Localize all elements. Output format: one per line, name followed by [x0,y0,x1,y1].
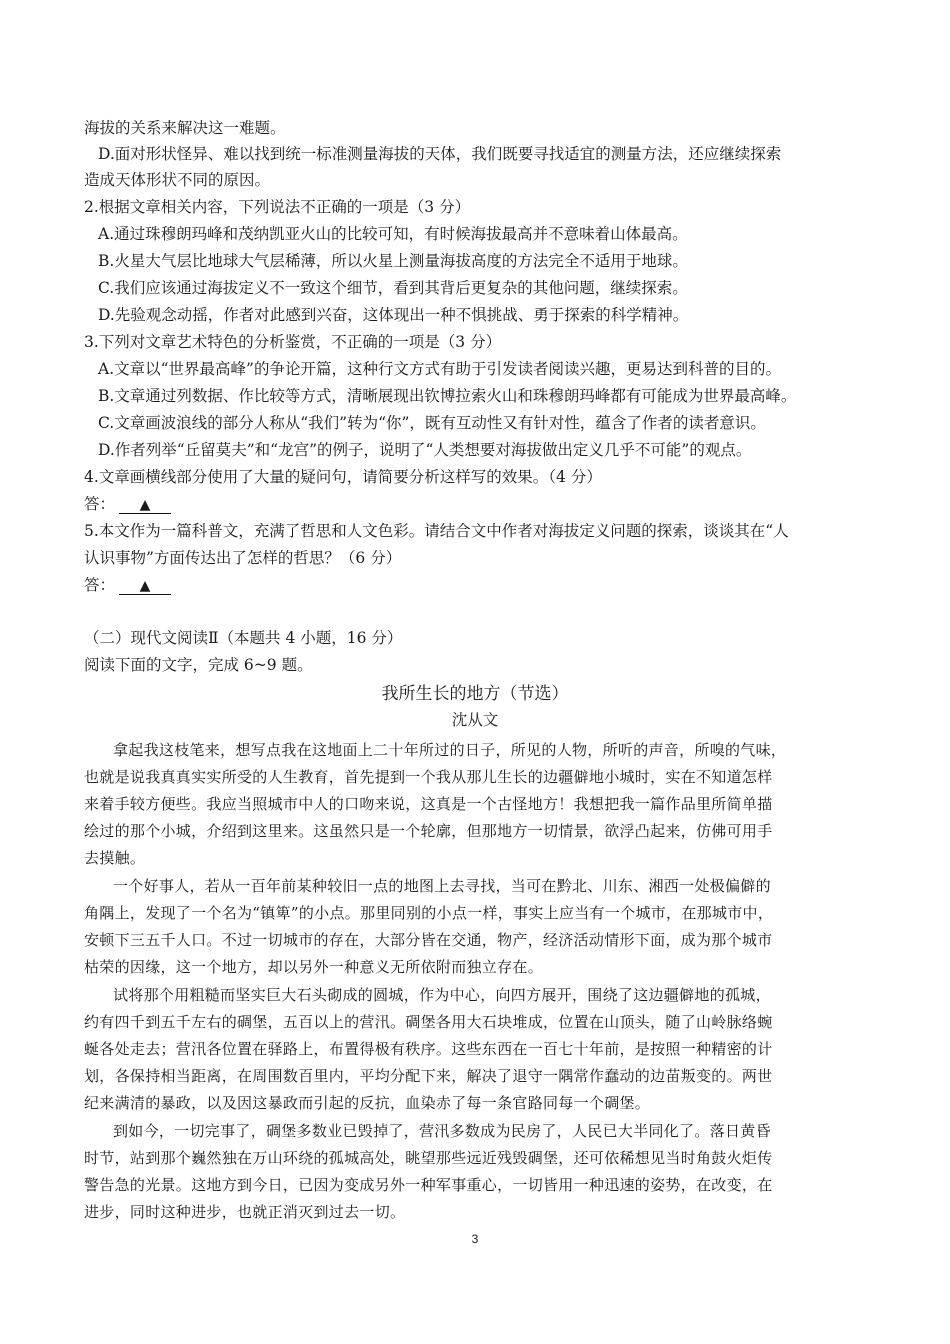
passage-line: 试将那个用粗糙而坚实巨大石头砌成的圆城，作为中心，向四方展开，围绕了这边疆僻地的孤城， [113,986,771,1004]
passage-author: 沈从文 [451,711,499,729]
passage-line: 安顿下三五千人口。不过一切城市的存在，大部分皆在交通，物产，经济活动情形下面，成为那个城市 [84,931,773,949]
triangle-icon: ▲ [139,578,151,594]
passage-line: 也就是说我真真实实所受的人生教育，首先提到一个我从那儿生长的边疆僻地小城时，实在不知道怎样 [84,768,773,786]
q5-answer-blank[interactable] [119,577,171,595]
q4-answer-blank[interactable] [119,496,171,514]
q5-answer [84,575,171,595]
passage-line: 一个好事人，若从一百年前某种较旧一点的地图上去寻找，当可在黔北、川东、湘西一处极偏僻的 [113,877,771,895]
q3-option-b: B.文章通过列数据、作比较等方式，清晰展现出钦博拉索火山和珠穆朗玛峰都有可能成为世界最高峰。 [98,387,797,405]
passage-line: 来着手较方便些。我应当照城市中人的口吻来说，这真是一个古怪地方！我想把我一篇作品里所简单描 [84,795,773,813]
passage-line: 拿起我这枝笔来，想写点我在这地面上二十年所过的日子，所见的人物，所听的声音，所嗅的气味， [113,741,787,759]
passage-line: 纪来满清的暴政，以及因这暴政而引起的反抗，血染赤了每一条官路同每一个碉堡。 [84,1094,651,1112]
q3-stem: 3.下列对文章艺术特色的分析鉴赏，不正确的一项是（3 分） [84,333,502,351]
q5-stem-line2: 认识事物”方面传达出了怎样的哲思？（6 分） [84,549,402,567]
passage-line: 蜒各处走去；营汛各位置在驿路上，布置得极有秩序。这些东西在一百七十年前，是按照一种精密的计 [84,1040,773,1058]
q4-answer-label: 答： [84,495,116,513]
passage-line: 绘过的那个小城，介绍到这里来。这虽然只是一个轮廓，但那地方一切情景，欲浮凸起来，仿佛可用手 [84,822,773,840]
q1-option-d-line1: D.面对形状怪异、难以找到统一标准测量海拔的天体，我们既要寻找适宜的测量方法，还应继续探索 [98,145,782,163]
passage-line: 约有四千到五千左右的碉堡，五百以上的营汛。碉堡各用大石块堆成，位置在山顶头，随了山岭脉络蜿 [84,1013,773,1031]
passage-line: 角隅上，发现了一个名为“镇箄”的小点。那里同别的小点一样，事实上应当有一个城市，在那城市中， [84,904,774,922]
q1-option-d-line2: 造成天体形状不同的原因。 [84,171,271,189]
passage-line: 时节，站到那个巍然独在万山环绕的孤城高处，眺望那些远近残毁碉堡，还可依稀想见当时角鼓火炬传 [84,1149,773,1167]
q3-option-d: D.作者列举“丘留莫夫”和“龙宫”的例子，说明了“人类想要对海拔做出定义几乎不可能”的观点。 [98,441,752,459]
section2-heading: （二）现代文阅读Ⅱ（本题共 4 小题，16 分） [84,629,403,647]
q2-stem: 2.根据文章相关内容，下列说法不正确的一项是（3 分） [84,198,471,216]
q4-answer [84,494,171,514]
q5-answer-label: 答： [84,576,116,594]
passage-line: 去摸触。 [84,849,146,867]
passage-line: 到如今，一切完事了，碉堡多数业已毁掉了，营汛多数成为民房了，人民已大半同化了。落日黄昏 [113,1122,771,1140]
q1-option-c-tail: 海拔的关系来解决这一难题。 [84,119,286,137]
passage-line: 警告急的光景。这地方到今日，已因为变成另外一种军事重心，一切皆用一种迅速的姿势，在改变，在 [84,1176,773,1194]
q2-option-c: C.我们应该通过海拔定义不一致这个细节，看到其背后更复杂的其他问题，继续探索。 [98,279,688,297]
page-number: 3 [471,1232,479,1246]
q4-stem: 4.文章画横线部分使用了大量的疑问句，请简要分析这样写的效果。（4 分） [84,468,602,486]
triangle-icon: ▲ [139,497,151,513]
q5-stem-line1: 5.本文作为一篇科普文，充满了哲思和人文色彩。请结合文中作者对海拔定义问题的探索，谈谈其在“人 [84,522,789,540]
q3-option-a: A.文章以“世界最高峰”的争论开篇，这种行文方式有助于引发读者阅读兴趣，更易达到科普的目的。 [98,360,781,378]
q2-option-d: D.先验观念动摇，作者对此感到兴奋，这体现出一种不惧挑战、勇于探索的科学精神。 [98,306,689,324]
passage-title: 我所生长的地方（节选） [381,684,569,704]
passage-line: 划，各保持相当距离，在周围数百里内，平均分配下来，解决了退守一隅常作蠢动的边苗叛变的。两世 [84,1067,773,1085]
q2-option-a: A.通过珠穆朗玛峰和茂纳凯亚火山的比较可知，有时候海拔最高并不意味着山体最高。 [98,225,688,243]
q3-option-c: C.文章画波浪线的部分人称从“我们”转为“你”，既有互动性又有针对性，蕴含了作者的读者意识。 [98,414,766,432]
passage-line: 进步，同时这种进步，也就正消灭到过去一切。 [84,1203,406,1221]
passage-line: 枯荣的因缘，这一个地方，却以另外一种意义无所依附而独立存在。 [84,958,544,976]
q2-option-b: B.火星大气层比地球大气层稀薄，所以火星上测量海拔高度的方法完全不适用于地球。 [98,252,688,270]
section2-instruction: 阅读下面的文字，完成 6~9 题。 [84,656,313,674]
